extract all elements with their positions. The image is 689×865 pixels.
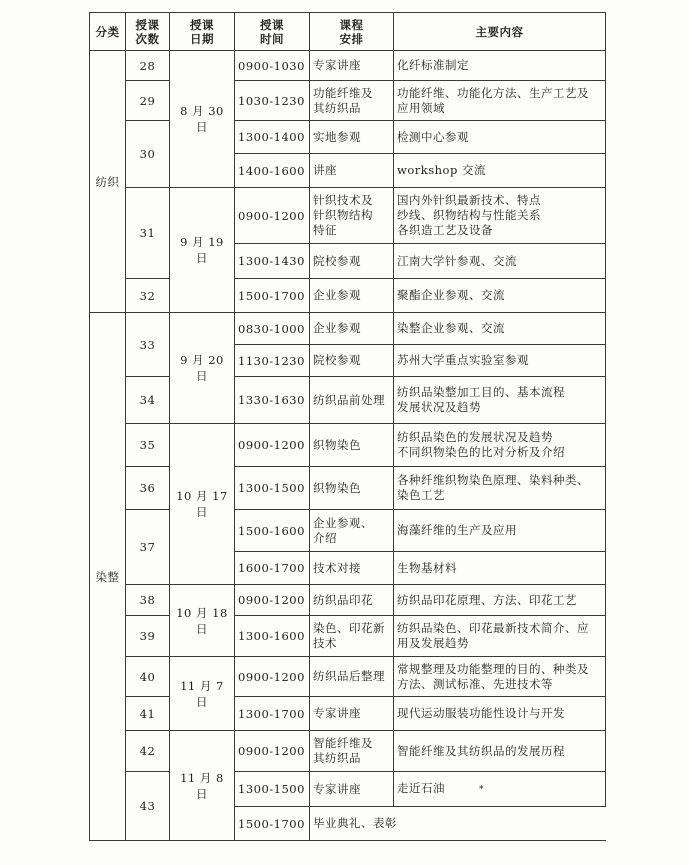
lesson-number: 30 (126, 121, 170, 188)
arrangement-cell: 讲座 (310, 154, 394, 188)
time-cell: 1300-1400 (235, 121, 310, 154)
content-cell: 常规整理及功能整理的目的、种类及 方法、测试标准、先进技术等 (394, 657, 606, 697)
date-cell: 9 月 19 日 (170, 188, 235, 313)
stray-mark: * (479, 784, 484, 795)
arrangement-cell: 纺织品前处理 (310, 377, 394, 424)
time-cell: 1500-1700 (235, 279, 310, 313)
table-row (90, 772, 606, 807)
table-row (90, 188, 606, 244)
table-row (90, 121, 606, 154)
content-cell: 智能纤维及其纺织品的发展历程 (394, 731, 606, 772)
content-cell: 检测中心参观 (394, 121, 606, 154)
arrangement-cell: 企业参观、 介绍 (310, 510, 394, 552)
content-cell: 聚酯企业参观、交流 (394, 279, 606, 313)
header-row (90, 13, 606, 51)
header-arrangement-text: 课程 安排 (339, 17, 364, 46)
lesson-number: 39 (126, 616, 170, 657)
lesson-number: 37 (126, 510, 170, 585)
arrangement-cell: 功能纤维及 其纺织品 (310, 81, 394, 121)
arrangement-cell: 企业参观 (310, 313, 394, 345)
time-cell: 0900-1030 (235, 51, 310, 81)
arrangement-cell: 专家讲座 (310, 51, 394, 81)
time-cell: 1030-1230 (235, 81, 310, 121)
content-cell: workshop 交流 (394, 154, 606, 188)
header-category: 分类 (90, 13, 126, 51)
date-cell: 8 月 30 日 (170, 51, 235, 188)
time-cell: 0900-1200 (235, 585, 310, 616)
table-row (90, 697, 606, 731)
lesson-number: 36 (126, 467, 170, 510)
lesson-number: 42 (126, 731, 170, 772)
time-cell: 0900-1200 (235, 424, 310, 467)
table-row (90, 467, 606, 510)
table-row (90, 377, 606, 424)
arrangement-cell: 实地参观 (310, 121, 394, 154)
table-row (90, 657, 606, 697)
lesson-number: 31 (126, 188, 170, 279)
content-cell: 海藻纤维的生产及应用 (394, 510, 606, 552)
arrangement-cell: 技术对接 (310, 552, 394, 585)
table-row (90, 731, 606, 772)
content-cell: 功能纤维、功能化方法、生产工艺及 应用领域 (394, 81, 606, 121)
content-cell: 江南大学针参观、交流 (394, 244, 606, 279)
content-cell: 染整企业参观、交流 (394, 313, 606, 345)
time-cell: 1500-1700 (235, 807, 310, 841)
content-cell: 纺织品印花原理、方法、印花工艺 (394, 585, 606, 616)
time-cell: 0900-1200 (235, 657, 310, 697)
table-row (90, 51, 606, 81)
arrangement-cell: 织物染色 (310, 424, 394, 467)
content-cell: 苏州大学重点实验室参观 (394, 345, 606, 377)
category-spinning: 纺织 (90, 51, 126, 313)
content-cell: 化纤标准制定 (394, 51, 606, 81)
content-cell: 纺织品染整加工目的、基本流程 发展状况及趋势 (394, 377, 606, 424)
date-cell: 11 月 8 日 (170, 731, 235, 841)
category-dyeing: 染整 (90, 313, 126, 841)
lesson-number: 38 (126, 585, 170, 616)
arrangement-cell: 专家讲座 (310, 772, 394, 807)
time-cell: 1600-1700 (235, 552, 310, 585)
lesson-number: 35 (126, 424, 170, 467)
schedule-table-wrapper (89, 12, 606, 841)
lesson-number: 43 (126, 772, 170, 841)
arrangement-cell: 染色、印花新 技术 (310, 616, 394, 657)
table-row (90, 616, 606, 657)
time-cell: 1130-1230 (235, 345, 310, 377)
header-time (235, 13, 310, 51)
lesson-number: 32 (126, 279, 170, 313)
header-date-text: 授课 日期 (190, 17, 214, 46)
table-row (90, 510, 606, 552)
time-cell: 1300-1700 (235, 697, 310, 731)
header-lesson-number-text: 授课 次数 (135, 17, 160, 46)
arrangement-cell: 针织技术及 针织物结构 特征 (310, 188, 394, 244)
header-content: 主要内容 (394, 13, 606, 51)
lesson-number: 40 (126, 657, 170, 697)
date-cell: 10 月 18 日 (170, 585, 235, 657)
time-cell: 1400-1600 (235, 154, 310, 188)
arrangement-cell: 企业参观 (310, 279, 394, 313)
date-cell: 11 月 7 日 (170, 657, 235, 731)
table-row (90, 279, 606, 313)
course-schedule-table (89, 12, 606, 841)
content-cell: 各种纤维织物染色原理、染料种类、 染色工艺 (394, 467, 606, 510)
table-row (90, 424, 606, 467)
content-cell: 国内外针织最新技术、特点 纱线、织物结构与性能关系 各织造工艺及设备 (394, 188, 606, 244)
lesson-number: 33 (126, 313, 170, 377)
header-time-text: 授课 时间 (260, 17, 284, 46)
time-cell: 1300-1600 (235, 616, 310, 657)
content-cell: 纺织品染色、印花最新技术简介、应 用及发展趋势 (394, 616, 606, 657)
arrangement-cell: 专家讲座 (310, 697, 394, 731)
header-date (170, 13, 235, 51)
arrangement-cell: 纺织品后整理 (310, 657, 394, 697)
lesson-number: 34 (126, 377, 170, 424)
time-cell: 1330-1630 (235, 377, 310, 424)
arrangement-cell: 织物染色 (310, 467, 394, 510)
header-lesson-number (126, 13, 170, 51)
time-cell: 0830-1000 (235, 313, 310, 345)
time-cell: 1300-1430 (235, 244, 310, 279)
arrangement-cell: 院校参观 (310, 244, 394, 279)
content-cell: 现代运动服装功能性设计与开发 (394, 697, 606, 731)
date-cell: 10 月 17 日 (170, 424, 235, 585)
time-cell: 1500-1600 (235, 510, 310, 552)
time-cell: 0900-1200 (235, 188, 310, 244)
header-arrangement (310, 13, 394, 51)
time-cell: 0900-1200 (235, 731, 310, 772)
content-cell (394, 772, 606, 807)
table-row (90, 313, 606, 345)
table-row (90, 81, 606, 121)
arrangement-cell: 智能纤维及 其纺织品 (310, 731, 394, 772)
time-cell: 1300-1500 (235, 772, 310, 807)
lesson-number: 28 (126, 51, 170, 81)
lesson-number: 41 (126, 697, 170, 731)
lesson-number: 29 (126, 81, 170, 121)
content-text: 走近石油 (397, 780, 445, 795)
arrangement-cell: 毕业典礼、表彰 (310, 807, 606, 841)
content-cell: 纺织品染色的发展状况及趋势 不同织物染色的比对分析及介绍 (394, 424, 606, 467)
arrangement-cell: 纺织品印花 (310, 585, 394, 616)
table-row (90, 585, 606, 616)
content-cell: 生物基材料 (394, 552, 606, 585)
time-cell: 1300-1500 (235, 467, 310, 510)
date-cell: 9 月 20 日 (170, 313, 235, 424)
arrangement-cell: 院校参观 (310, 345, 394, 377)
